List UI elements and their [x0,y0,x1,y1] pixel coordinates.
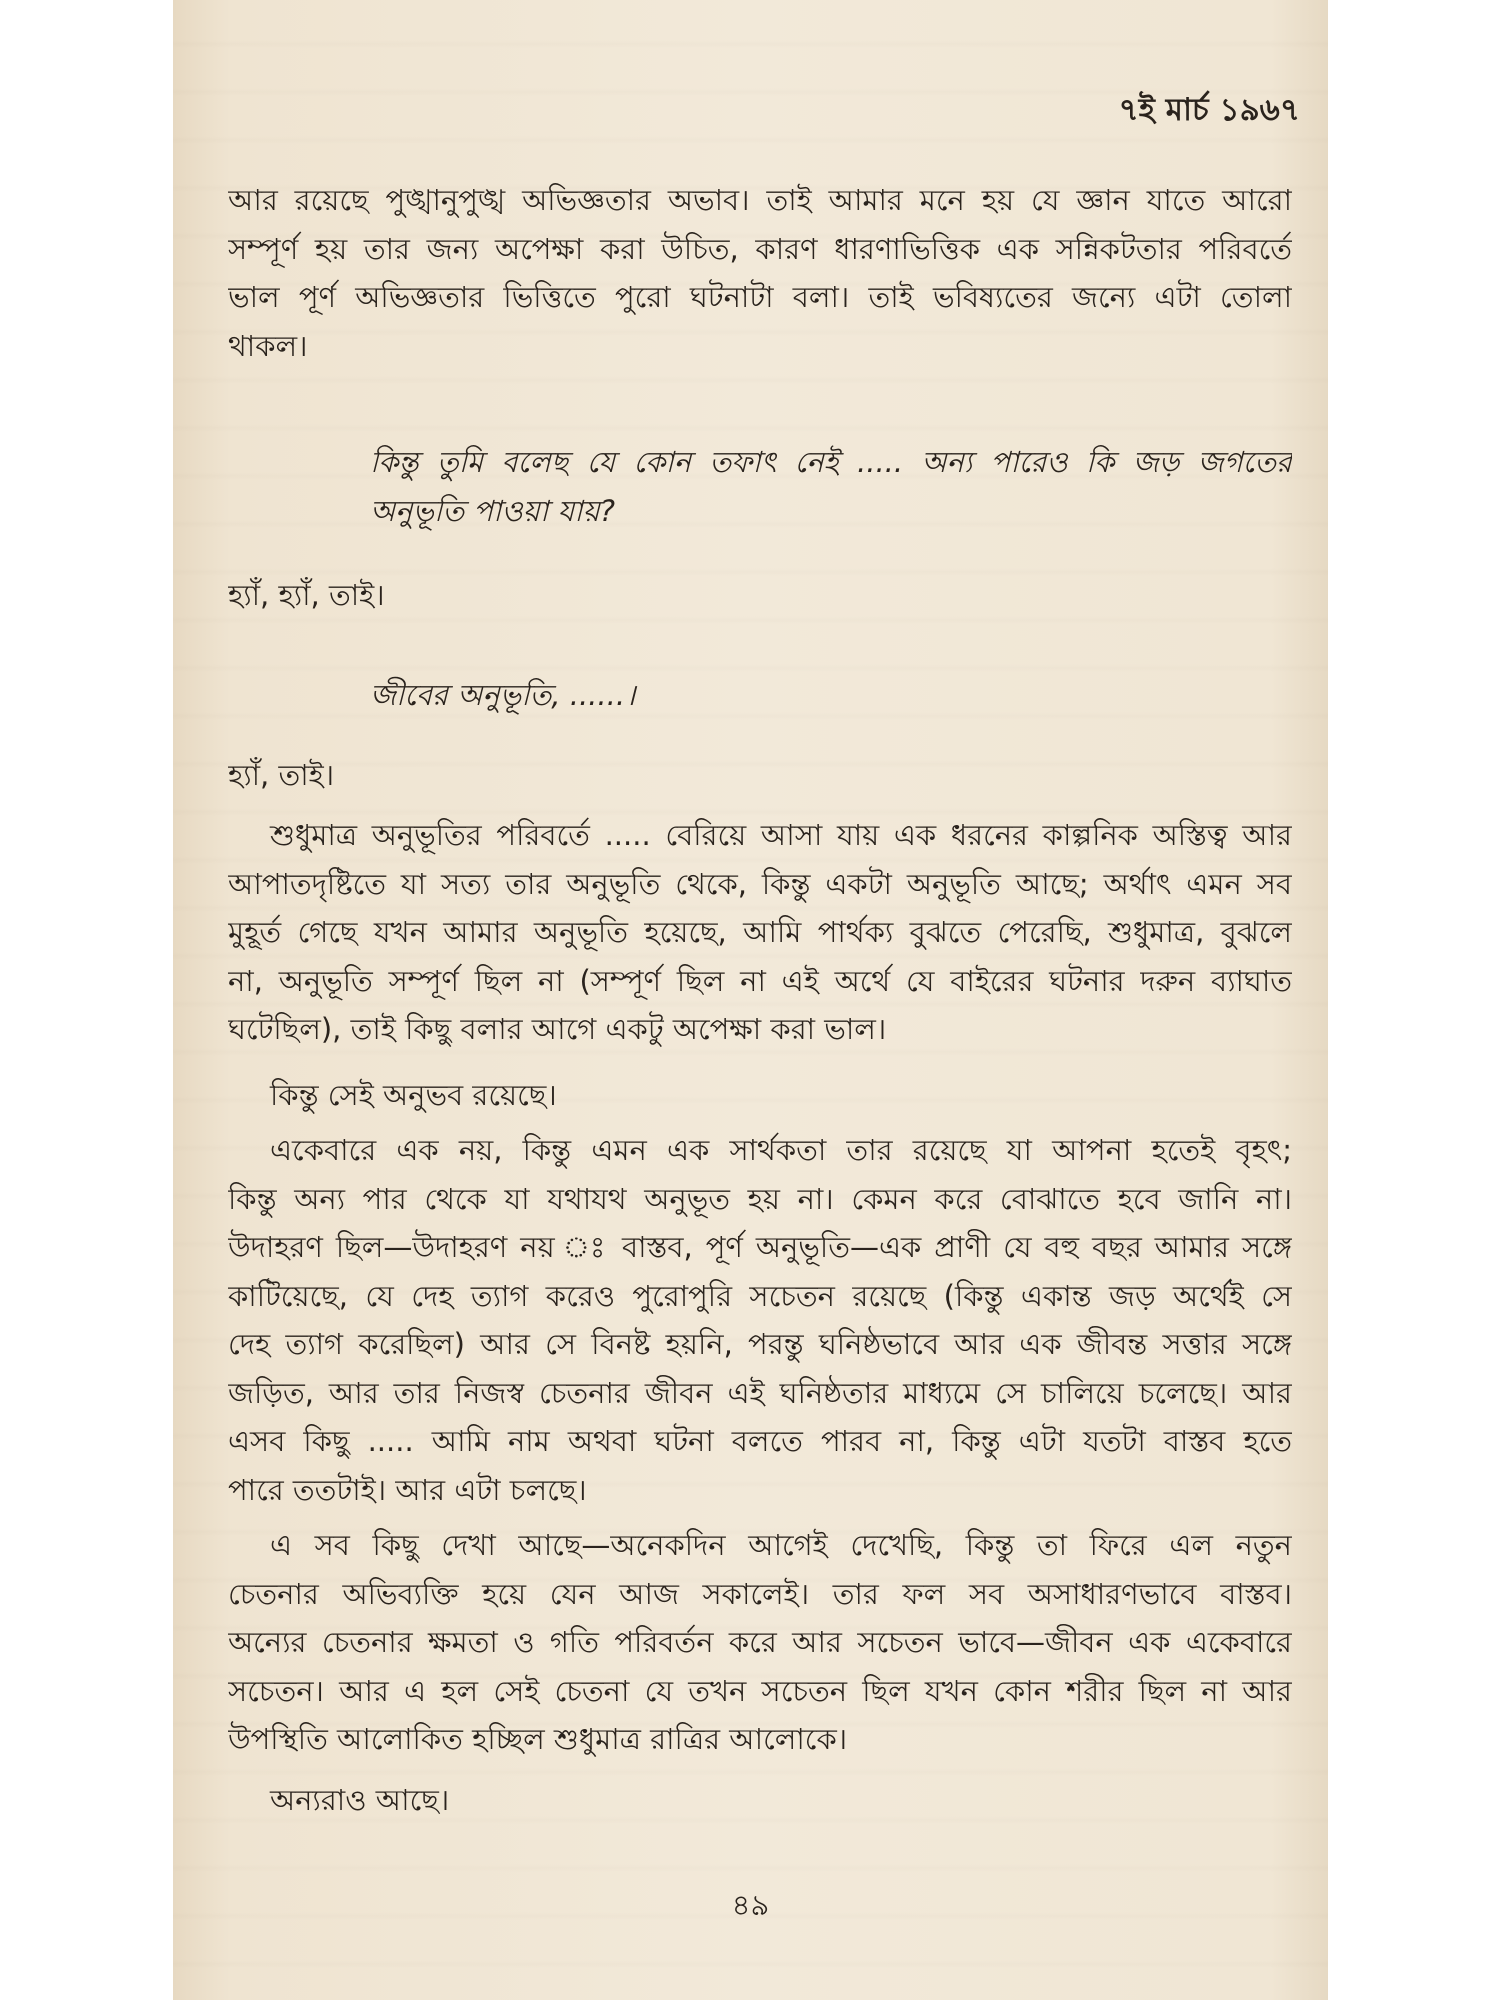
question-line: কিন্তু তুমি বলেছ যে কোন তফাৎ নেই ..... অন্য পারেও কি জড় জগতের [370,445,1292,479]
paragraph-line: কাটিয়েছে, যে দেহ ত্যাগ করেও পুরোপুরি সচেতন রয়েছে (কিন্তু একান্ত জড় অর্থেই সে [228,1278,1292,1313]
paragraph-line: পারে ততটাই। আর এটা চলছে। [228,1472,587,1507]
question [370,671,1292,720]
paragraph-line: ভাল পূর্ণ অভিজ্ঞতার ভিত্তিতে পুরো ঘটনাটা বলা। তাই ভবিষ্যতের জন্যে এটা তোলা [228,280,1292,314]
paragraph [228,176,1292,370]
paragraph [228,1071,1292,1120]
paragraph [228,1126,1292,1514]
paragraph-line: চেতনার অভিব্যক্তি হয়ে যেন আজ সকালেই। তার ফল সব অসাধারণভাবে বাস্তব। [228,1576,1292,1611]
paragraph-line: অন্যরাও আছে। [270,1783,450,1817]
page-number: ৪৯ [731,1888,770,1922]
question [370,438,1292,535]
paragraph-line: আপাতদৃষ্টিতে যা সত্য তার অনুভূতি থেকে, কিন্তু একটা অনুভূতি আছে; অর্থাৎ এমন সব [228,866,1292,901]
paragraph-line: শুধুমাত্র অনুভূতির পরিবর্তে ..... বেরিয়ে আসা যায় এক ধরনের কাল্পনিক অস্তিত্ব আর [270,818,1292,852]
paragraph-line: জড়িত, আর তার নিজস্ব চেতনার জীবন এই ঘনিষ্ঠতার মাধ্যমে সে চালিয়ে চলেছে। আর [228,1375,1292,1410]
reply-line: হ্যাঁ, হ্যাঁ, তাই। [228,578,385,612]
reply [228,751,1292,800]
running-head-date: ৭ই মার্চ ১৯৬৭ [1118,92,1300,128]
paragraph-line: এসব কিছু ..... আমি নাম অথবা ঘটনা বলতে পারব না, কিন্তু এটা যতটা বাস্তব হতে [228,1424,1292,1458]
paragraph-line: সচেতন। আর এ হল সেই চেতনা যে তখন সচেতন ছিল যখন কোন শরীর ছিল না আর [228,1673,1292,1708]
paragraph-line: অন্যের চেতনার ক্ষমতা ও গতি পরিবর্তন করে আর সচেতন ভাবে—জীবন এক একেবারে [228,1625,1292,1659]
paragraph-line: মুহূর্ত গেছে যখন আমার অনুভূতি হয়েছে, আমি পার্থক্য বুঝতে পেরেছি, শুধুমাত্র, বুঝলে [228,915,1292,949]
paragraph [228,811,1292,1054]
paragraph-line: উপস্থিতি আলোকিত হচ্ছিল শুধুমাত্র রাত্রির আলোকে। [228,1722,848,1756]
paragraph-line: উদাহরণ ছিল—উদাহরণ নয় ঃ বাস্তব, পূর্ণ অনুভূতি—এক প্রাণী যে বহু বছর আমার সঙ্গে [228,1230,1292,1264]
paragraph-line: কিন্তু অন্য পার থেকে যা যথাযথ অনুভূত হয় না। কেমন করে বোঝাতে হবে জানি না। [228,1181,1292,1216]
paragraph [228,1776,1292,1825]
paragraph [228,1521,1292,1764]
reply [228,571,1292,620]
paragraph-line: এ সব কিছু দেখা আছে—অনেকদিন আগেই দেখেছি, কিন্তু তা ফিরে এল নতুন [270,1528,1292,1562]
paragraph-line: ঘটেছিল), তাই কিছু বলার আগে একটু অপেক্ষা করা ভাল। [228,1012,887,1046]
paragraph-line: না, অনুভূতি সম্পূর্ণ ছিল না (সম্পূর্ণ ছিল না এই অর্থে যে বাইরের ঘটনার দরুন ব্যাঘাত [228,963,1292,998]
paragraph-line: দেহ ত্যাগ করেছিল) আর সে বিনষ্ট হয়নি, পরন্তু ঘনিষ্ঠভাবে আর এক জীবন্ত সত্তার সঙ্গে [228,1327,1292,1361]
question-line: জীবের অনুভূতি, ......। [370,678,636,712]
paragraph-line: আর রয়েছে পুঙ্খানুপুঙ্খ অভিজ্ঞতার অভাব। তাই আমার মনে হয় যে জ্ঞান যাতে আরো [228,183,1292,217]
paragraph-line: কিন্তু সেই অনুভব রয়েছে। [270,1078,557,1112]
paragraph-line: সম্পূর্ণ হয় তার জন্য অপেক্ষা করা উচিত, কারণ ধারণাভিত্তিক এক সন্নিকটতার পরিবর্তে [228,231,1292,266]
question-line: অনুভূতি পাওয়া যায়? [370,493,616,528]
reply-line: হ্যাঁ, তাই। [228,758,335,792]
paragraph-line: থাকল। [228,328,308,363]
book-page [173,0,1328,2000]
paragraph-line: একেবারে এক নয়, কিন্তু এমন এক সার্থকতা তার রয়েছে যা আপনা হতেই বৃহৎ; [270,1133,1292,1167]
